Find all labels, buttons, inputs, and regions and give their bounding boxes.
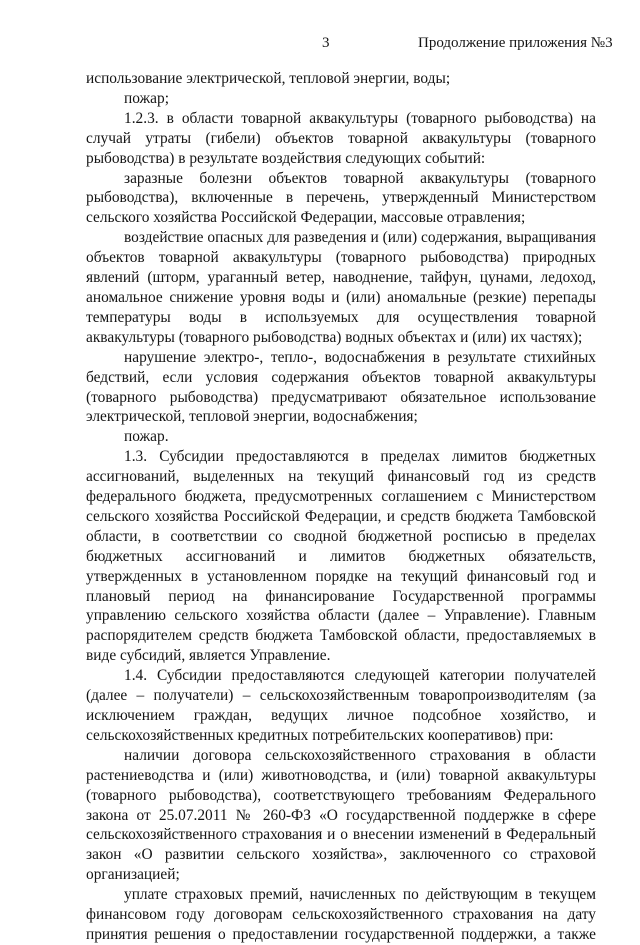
paragraph: наличии договора сельскохозяйственного страхования в области растениеводства и (или) животноводства, и (или) товарной аквакультуры (товарного рыбоводства), соответствующего требованиям Федерального закона от 25.07.2011 № 260-ФЗ «О государственной поддержке в сфере сельскохозяйственного страхования и о внесении изменений в Федеральный закон «О развитии сельского хозяйства», заключенного со страховой организацией; (86, 746, 596, 884)
page-number: 3 (322, 35, 330, 51)
document-body (86, 69, 596, 945)
paragraph: воздействие опасных для разведения и (или) содержания, выращивания объектов товарной аквакультуры (товарного рыбоводства) природных явлений (шторм, ураганный ветер, наводнение, тайфун, цунами, ледоход, аномальное снижение уровня воды и (или) аномальные (резкие) перепады температуры воды в используемых для осуществления товарной аквакультуры (товарного рыбоводства) водных объектах и (или) их частях); (86, 229, 596, 346)
paragraph: нарушение электро-, тепло-, водоснабжения в результате стихийных бедствий, если условия содержания объектов товарной аквакультуры (товарного рыбоводства) предусматривают обязательное использование электрической, тепловой энергии, водоснабжения; (86, 348, 596, 426)
paragraph: 1.3. Субсидии предоставляются в пределах лимитов бюджетных ассигнований, выделенных на текущий финансовый год из средств федерального бюджета, предусмотренных соглашением с Министерством сельского хозяйства Российской Федерации, и средств бюджета Тамбовской области, в соответствии со сводной бюджетной росписью в пределах бюджетных ассигнований и лимитов бюджетных обязательств, утвержденных в установленном порядке на текущий финансовый год и плановый период на финансирование Государственной программы управлению сельского хозяйства области (далее – Управление). Главным распорядителем средств бюджета Тамбовской области, предоставляемых в виде субсидий, является Управление. (86, 448, 596, 665)
paragraph: пожар. (124, 428, 169, 446)
paragraph: заразные болезни объектов товарной аквакультуры (товарного рыбоводства), включенные в перечень, утвержденный Министерством сельского хозяйства Российской Федерации, массовые отравления; (86, 169, 596, 227)
paragraph: использование электрической, тепловой энергии, воды; (86, 70, 451, 87)
paragraph: 1.4. Субсидии предоставляются следующей категории получателей (далее – получатели) – сельскохозяйственным товаропроизводителям (за исключением граждан, ведущих личное подсобное хозяйство, и сельскохозяйственных кредитных потребительских кооперативов) при: (86, 667, 596, 744)
running-header: Продолжение приложения №3 (418, 35, 613, 51)
paragraph: 1.2.3. в области товарной аквакультуры (товарного рыбоводства) на случай утраты (гибели) объектов товарной аквакультуры (товарного рыбоводства) в результате воздействия следующих событий: (86, 109, 596, 167)
paragraph: уплате страховых премий, начисленных по действующим в текущем финансовом году договорам сельскохозяйственного страхования на дату принятия решения о предоставлении государственной поддержки, а также (86, 886, 596, 943)
paragraph: пожар; (124, 89, 169, 107)
